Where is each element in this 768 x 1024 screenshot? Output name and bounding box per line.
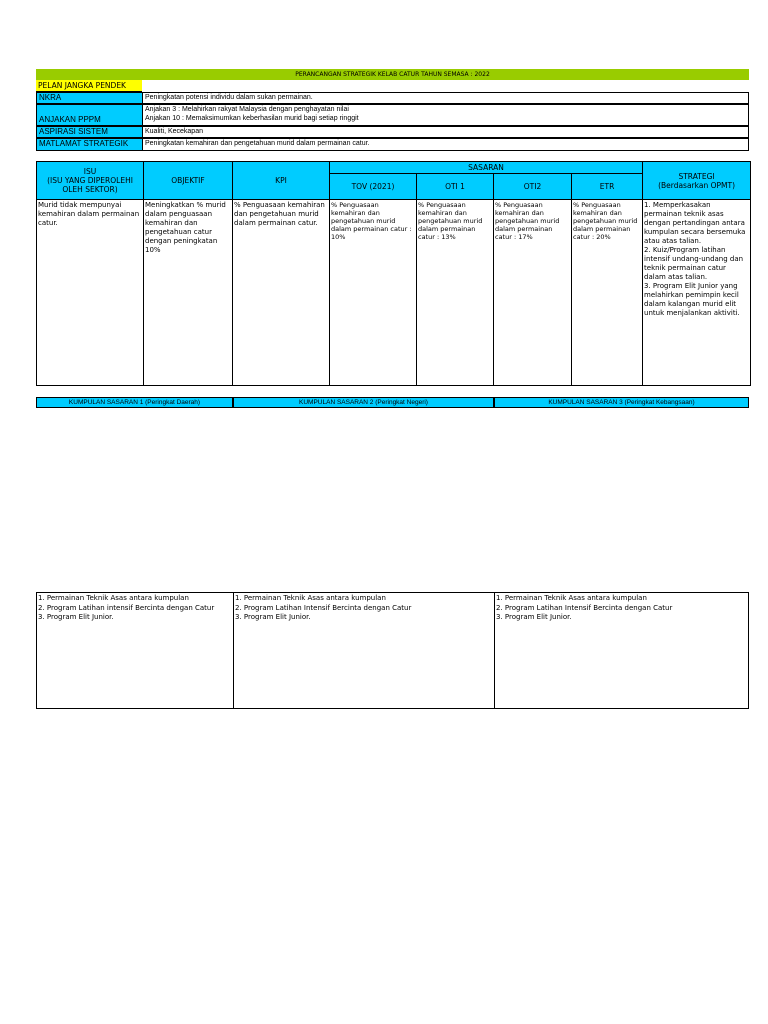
activity-item: 1. Permainan Teknik Asas antara kumpulan: [496, 594, 647, 602]
aspirasi-label: ASPIRASI SISTEM: [37, 127, 143, 137]
header-oti1: OTI 1: [417, 174, 494, 200]
strategi-item: 3. Program Elit Junior yang melahirkan pemimpin kecil dalam kalangan murid elit untuk menjalankan aktiviti.: [644, 282, 740, 317]
kumpulan-activities: [36, 592, 749, 709]
matlamat-label: MATLAMAT STRATEGIK: [37, 139, 143, 150]
header-kpi: KPI: [233, 162, 330, 200]
activity-item: 2. Program Latihan Intensif Bercinta dengan Catur: [235, 603, 412, 612]
activity-item: 2. Program Latihan intensif Bercinta dengan Catur: [38, 603, 215, 612]
nkra-value: Peningkatan potensi individu dalam sukan permainan.: [145, 94, 313, 101]
header-strategi: STRATEGI (Berdasarkan OPMT): [643, 162, 751, 200]
pppm-row: [36, 104, 749, 126]
pppm-value-2: Anjakan 10 : Memaksimumkan keberhasilan murid bagi setiap ringgit: [145, 115, 359, 122]
pelan-label: PELAN JANGKA PENDEK: [36, 80, 142, 92]
kumpulan-3-label: KUMPULAN SASARAN 3 (Peringkat Kebangsaan): [494, 397, 749, 408]
header-tov: TOV (2021): [330, 174, 417, 200]
aspirasi-value: Kualiti, Kecekapan: [145, 128, 203, 135]
header-objektif: OBJEKTIF: [144, 162, 233, 200]
pppm-value: [143, 105, 748, 125]
activity-item: 3. Program Elit Junior.: [235, 613, 311, 621]
cell-isu: Murid tidak mempunyai kemahiran dalam permainan catur.: [37, 200, 144, 386]
activity-item: 3. Program Elit Junior.: [38, 613, 114, 621]
cell-oti1: % Penguasaan kemahiran dan pengetahuan murid dalam permainan catur : 13%: [417, 200, 494, 386]
activity-item: 3. Program Elit Junior.: [496, 613, 572, 621]
matlamat-row: [36, 138, 749, 151]
cell-etr: % Penguasaan kemahiran dan pengetahuan murid dalam permainan catur : 20%: [572, 200, 643, 386]
activity-item: 1. Permainan Teknik Asas antara kumpulan: [38, 594, 189, 602]
pppm-label: ANJAKAN PPPM: [37, 105, 143, 125]
cell-objektif: Meningkatkan % murid dalam penguasaan kemahiran dan pengetahuan catur dengan peningkatan 10%: [144, 200, 233, 386]
document-title: PERANCANGAN STRATEGIK KELAB CATUR TAHUN SEMASA : 2022: [36, 69, 749, 80]
kumpulan-bar: [36, 397, 749, 408]
header-isu: ISU (ISU YANG DIPEROLEHI OLEH SEKTOR): [37, 162, 144, 200]
cell-kpi: % Penguasaan kemahiran dan pengetahuan murid dalam permainan catur.: [233, 200, 330, 386]
cell-strategi: [643, 200, 751, 386]
kumpulan-1-label: KUMPULAN SASARAN 1 (Peringkat Daerah): [36, 397, 233, 408]
aspirasi-row: [36, 126, 749, 138]
activity-item: 1. Permainan Teknik Asas antara kumpulan: [235, 594, 386, 602]
strategi-item: 2. Kuiz/Program latihan intensif undang-undang dan teknik permainan catur dalam atas talian.: [644, 246, 744, 281]
kumpulan-3-activities: [495, 593, 748, 708]
nkra-label: NKRA: [37, 93, 143, 103]
header-oti2: OTI2: [494, 174, 572, 200]
table-row: [37, 200, 751, 386]
kumpulan-2-activities: [234, 593, 495, 708]
cell-oti2: % Penguasaan kemahiran dan pengetahuan murid dalam permainan catur : 17%: [494, 200, 572, 386]
pppm-value-1: Anjakan 3 : Melahirkan rakyat Malaysia dengan penghayatan nilai: [145, 106, 349, 113]
strategic-table: [36, 161, 751, 386]
kumpulan-1-activities: [37, 593, 234, 708]
nkra-row: [36, 92, 749, 104]
header-etr: ETR: [572, 174, 643, 200]
cell-tov: % Penguasaan kemahiran dan pengetahuan murid dalam permainan catur : 10%: [330, 200, 417, 386]
strategi-item: 1. Memperkasakan permainan teknik asas dengan pertandingan antara kumpulan secara bersemuka atau atas talian.: [644, 201, 746, 245]
kumpulan-2-label: KUMPULAN SASARAN 2 (Peringkat Negeri): [233, 397, 494, 408]
header-sasaran: SASARAN: [330, 162, 643, 174]
activity-item: 2. Program Latihan Intensif Bercinta dengan Catur: [496, 603, 673, 612]
matlamat-value: Peningkatan kemahiran dan pengetahuan murid dalam permainan catur.: [145, 140, 370, 147]
